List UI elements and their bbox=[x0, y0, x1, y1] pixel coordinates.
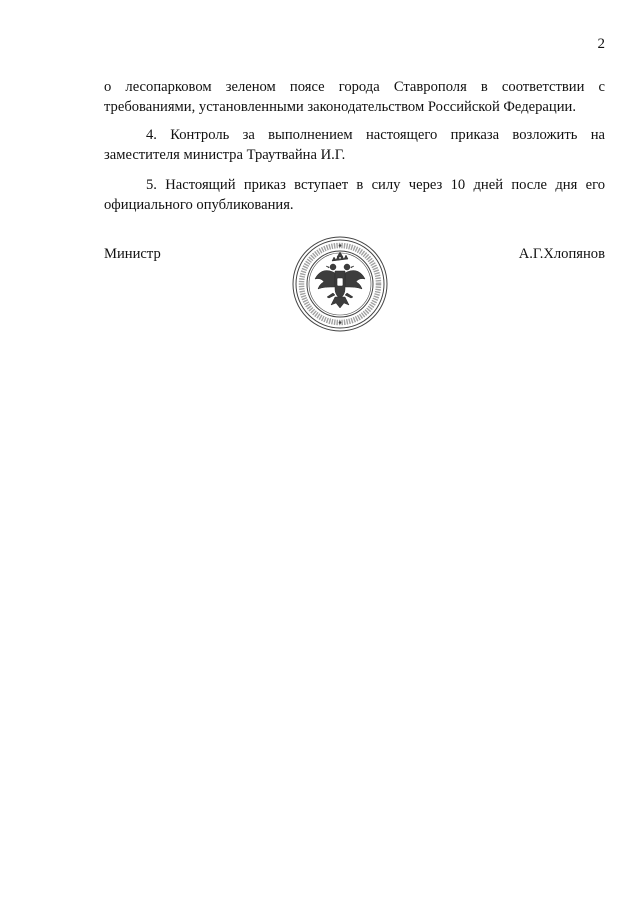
signature-block bbox=[104, 246, 605, 346]
signatory-name: А.Г.Хлопянов bbox=[518, 246, 605, 262]
page-number: 2 bbox=[597, 36, 605, 52]
paragraph-item-4: 4. Контроль за выполнением настоящего приказа возложить на заместителя министра Траутвайна И.Г. bbox=[104, 127, 605, 163]
coat-of-arms-seal-icon bbox=[291, 235, 389, 333]
paragraph-item-5: 5. Настоящий приказ вступает в силу через 10 дней после дня его официального опубликования. bbox=[104, 177, 605, 213]
paragraph-continuation: о лесопарковом зеленом поясе города Ставрополя в соответствии с требованиями, установленными законодательством Российской Федерации. bbox=[104, 79, 605, 115]
signatory-position: Министр bbox=[104, 246, 161, 262]
